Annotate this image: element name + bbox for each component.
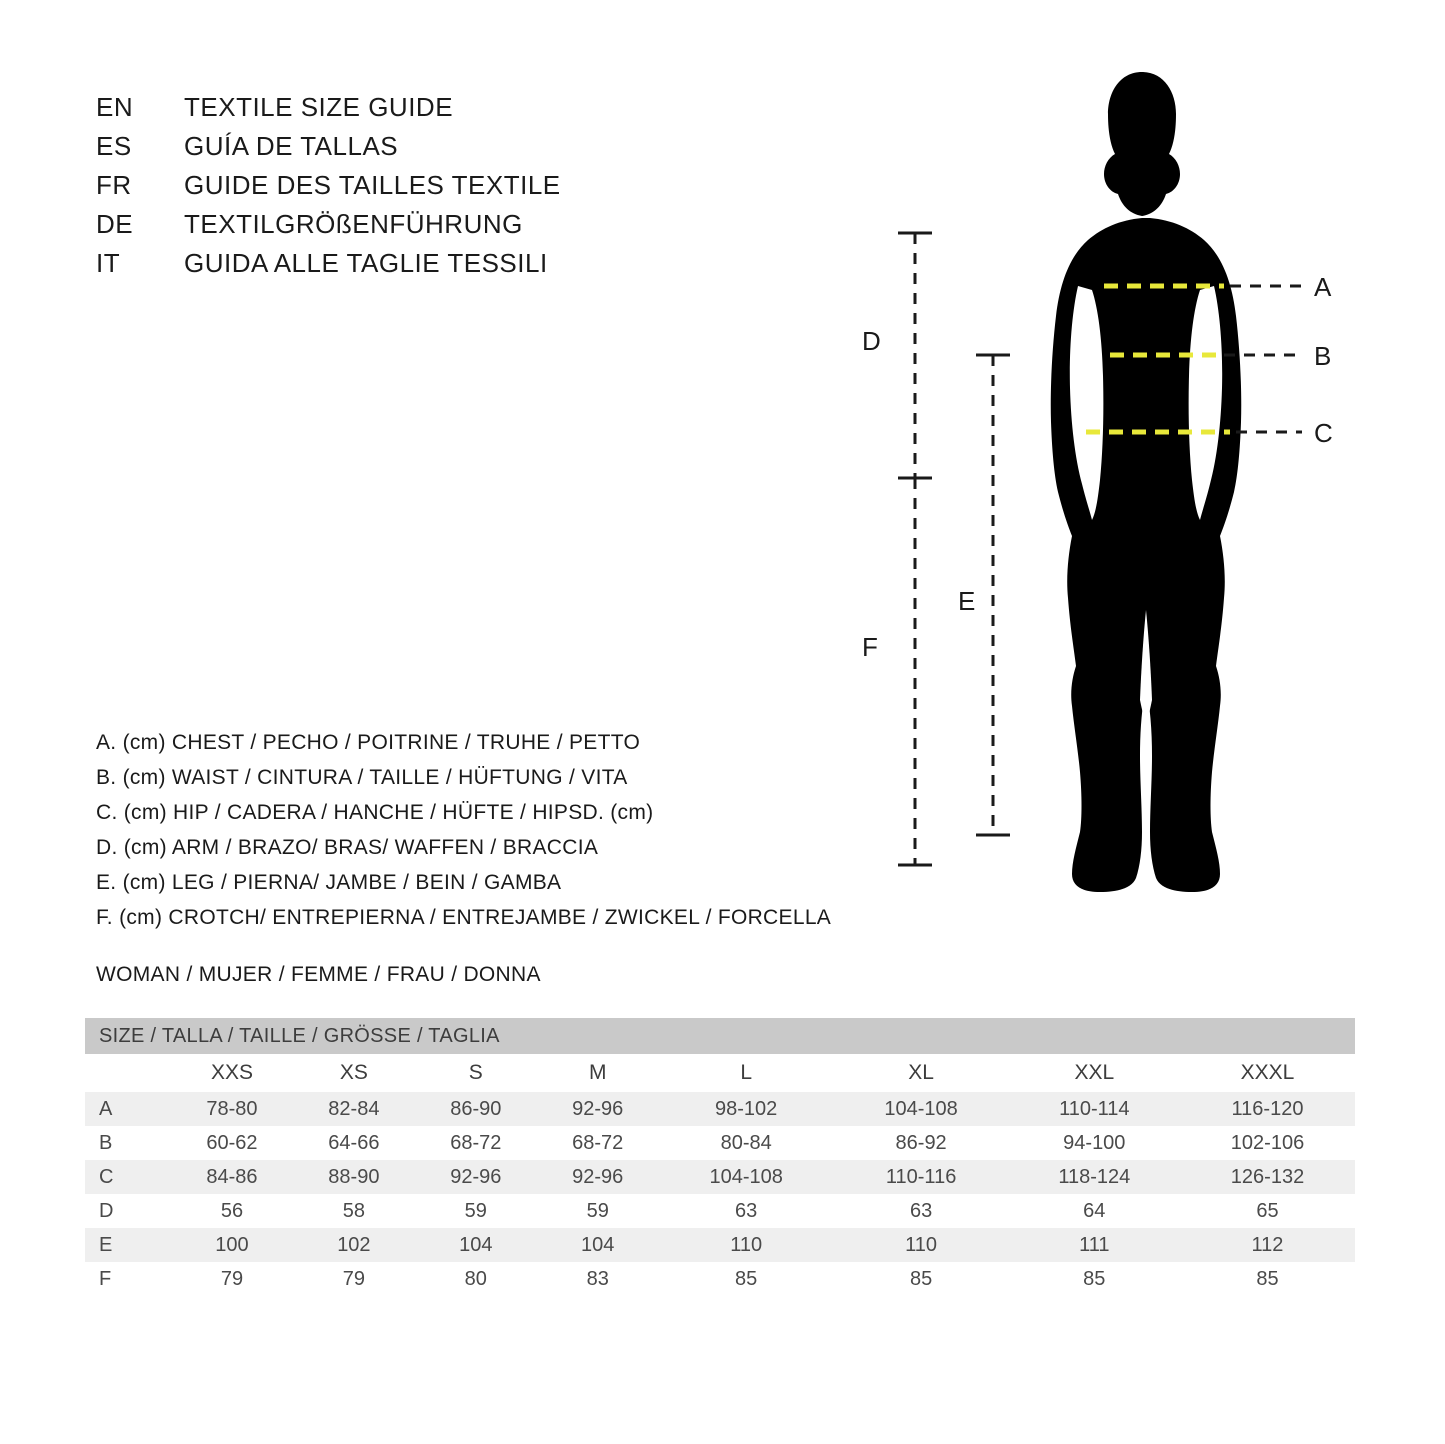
table-sizes-row (85, 1054, 1355, 1092)
legend-item-d: D. (cm) ARM / BRAZO/ BRAS/ WAFFEN / BRACCIA (96, 836, 599, 859)
cell-b-l: 80-84 (659, 1126, 834, 1160)
row-label-b: B (85, 1126, 171, 1160)
cell-b-xxs: 60-62 (171, 1126, 293, 1160)
cell-a-xxxl: 116-120 (1180, 1092, 1355, 1126)
size-header-xl: XL (834, 1054, 1009, 1092)
marker-label-d: D (862, 326, 881, 356)
cell-c-xxl: 118-124 (1009, 1160, 1180, 1194)
table-header-bar-label: SIZE / TALLA / TAILLE / GRÖSSE / TAGLIA (85, 1018, 1355, 1054)
legend-item-e: E. (cm) LEG / PIERNA/ JAMBE / BEIN / GAMBA (96, 871, 562, 894)
title-lang-fr: FR (96, 170, 132, 200)
cell-e-s: 104 (415, 1228, 537, 1262)
cell-a-xxl: 110-114 (1009, 1092, 1180, 1126)
table-header-bar (85, 1018, 1355, 1054)
cell-e-xxl: 111 (1009, 1228, 1180, 1262)
legend-item-f: F. (cm) CROTCH/ ENTREPIERNA / ENTREJAMBE / ZWICKEL / FORCELLA (96, 906, 832, 929)
cell-e-l: 110 (659, 1228, 834, 1262)
cell-d-xl: 63 (834, 1194, 1009, 1228)
cell-d-xxxl: 65 (1180, 1194, 1355, 1228)
cell-f-xxs: 79 (171, 1262, 293, 1296)
cell-c-l: 104-108 (659, 1160, 834, 1194)
title-lang-en: EN (96, 92, 134, 122)
cell-a-m: 92-96 (537, 1092, 659, 1126)
row-label-d: D (85, 1194, 171, 1228)
size-header-xs: XS (293, 1054, 415, 1092)
legend-block (96, 725, 831, 935)
title-lang-de: DE (96, 209, 134, 239)
table-row (85, 1262, 1355, 1296)
cell-b-xxl: 94-100 (1009, 1126, 1180, 1160)
cell-a-s: 86-90 (415, 1092, 537, 1126)
title-text-fr: GUIDE DES TAILLES TEXTILE (184, 170, 561, 200)
cell-f-xxxl: 85 (1180, 1262, 1355, 1296)
cell-b-s: 68-72 (415, 1126, 537, 1160)
cell-d-m: 59 (537, 1194, 659, 1228)
table-row (85, 1194, 1355, 1228)
cell-a-xs: 82-84 (293, 1092, 415, 1126)
title-text-it: GUIDA ALLE TAGLIE TESSILI (184, 248, 548, 278)
cell-a-l: 98-102 (659, 1092, 834, 1126)
size-header-xxxl: XXXL (1180, 1054, 1355, 1092)
marker-d-arm (862, 233, 932, 478)
cell-e-xxs: 100 (171, 1228, 293, 1262)
cell-c-xxxl: 126-132 (1180, 1160, 1355, 1194)
cell-b-m: 68-72 (537, 1126, 659, 1160)
cell-b-xs: 64-66 (293, 1126, 415, 1160)
title-text-en: TEXTILE SIZE GUIDE (184, 92, 454, 122)
cell-d-s: 59 (415, 1194, 537, 1228)
cell-f-xxl: 85 (1009, 1262, 1180, 1296)
cell-a-xxs: 78-80 (171, 1092, 293, 1126)
title-row (96, 170, 561, 209)
legend-item-c: C. (cm) HIP / CADERA / HANCHE / HÜFTE / HIPSD. (cm) (96, 801, 654, 824)
marker-label-e: E (958, 586, 976, 616)
table-row (85, 1126, 1355, 1160)
title-lang-es: ES (96, 131, 132, 161)
size-header-xxl: XXL (1009, 1054, 1180, 1092)
row-label-e: E (85, 1228, 171, 1262)
cell-a-xl: 104-108 (834, 1092, 1009, 1126)
cell-f-s: 80 (415, 1262, 537, 1296)
legend-item-a: A. (cm) CHEST / PECHO / POITRINE / TRUHE / PETTO (96, 731, 641, 754)
title-lang-it: IT (96, 248, 121, 278)
cell-f-xl: 85 (834, 1262, 1009, 1296)
cell-c-xl: 110-116 (834, 1160, 1009, 1194)
marker-f-crotch (862, 478, 932, 865)
female-silhouette (1051, 72, 1242, 892)
cell-c-xs: 88-90 (293, 1160, 415, 1194)
cell-d-xs: 58 (293, 1194, 415, 1228)
marker-label-c: C (1314, 418, 1333, 448)
cell-d-l: 63 (659, 1194, 834, 1228)
cell-c-s: 92-96 (415, 1160, 537, 1194)
size-header-l: L (659, 1054, 834, 1092)
row-label-c: C (85, 1160, 171, 1194)
row-label-f: F (85, 1262, 171, 1296)
row-label-a: A (85, 1092, 171, 1126)
title-row (96, 131, 561, 170)
title-row (96, 92, 561, 131)
measurement-diagram (820, 50, 1400, 910)
legend-item-b: B. (cm) WAIST / CINTURA / TAILLE / HÜFTUNG / VITA (96, 766, 628, 789)
title-row (96, 248, 561, 287)
cell-f-l: 85 (659, 1262, 834, 1296)
cell-e-m: 104 (537, 1228, 659, 1262)
cell-d-xxs: 56 (171, 1194, 293, 1228)
title-text-de: TEXTILGRÖßENFÜHRUNG (184, 209, 523, 239)
cell-b-xl: 86-92 (834, 1126, 1009, 1160)
table-row (85, 1092, 1355, 1126)
marker-label-f: F (862, 632, 878, 662)
table-row (85, 1228, 1355, 1262)
size-header-s: S (415, 1054, 537, 1092)
cell-f-xs: 79 (293, 1262, 415, 1296)
cell-b-xxxl: 102-106 (1180, 1126, 1355, 1160)
cell-e-xxxl: 112 (1180, 1228, 1355, 1262)
gender-label: WOMAN / MUJER / FEMME / FRAU / DONNA (96, 963, 541, 986)
cell-e-xl: 110 (834, 1228, 1009, 1262)
cell-f-m: 83 (537, 1262, 659, 1296)
marker-e-leg (958, 355, 1010, 835)
size-table (85, 1018, 1355, 1296)
cell-d-xxl: 64 (1009, 1194, 1180, 1228)
title-text-es: GUÍA DE TALLAS (184, 131, 399, 161)
cell-e-xs: 102 (293, 1228, 415, 1262)
size-header-m: M (537, 1054, 659, 1092)
cell-c-m: 92-96 (537, 1160, 659, 1194)
title-block (96, 92, 561, 287)
sizes-row-corner (85, 1054, 171, 1092)
title-row (96, 209, 561, 248)
cell-c-xxs: 84-86 (171, 1160, 293, 1194)
size-header-xxs: XXS (171, 1054, 293, 1092)
marker-label-a: A (1314, 272, 1332, 302)
table-row (85, 1160, 1355, 1194)
marker-label-b: B (1314, 341, 1332, 371)
